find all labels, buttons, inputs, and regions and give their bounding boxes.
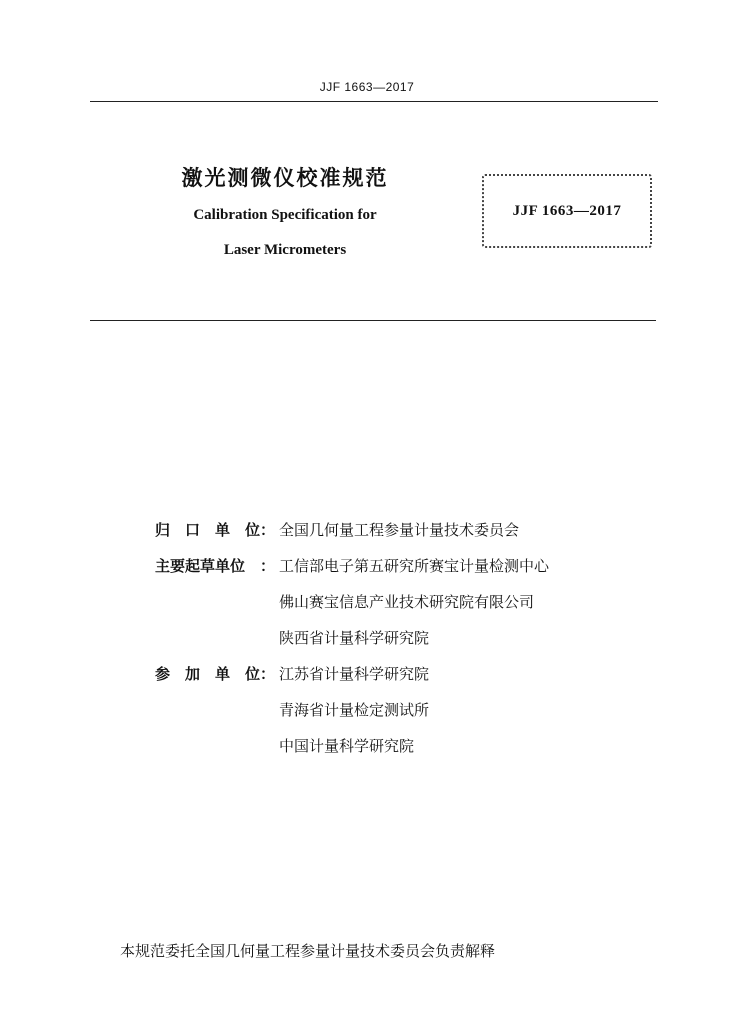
top-rule [90, 101, 658, 102]
title-english-line2: Laser Micrometers [223, 242, 347, 258]
participating-unit-label [155, 663, 260, 684]
middle-rule [90, 320, 656, 321]
label-char: 归 [155, 521, 171, 539]
participating-unit-value: 江苏省计量科学研究院 [279, 665, 430, 683]
label-char: 参 [155, 665, 171, 683]
drafting-unit-label: 主要起草单位 [155, 557, 246, 575]
participating-unit-value: 青海省计量检定测试所 [279, 701, 430, 719]
label-char: 加 [184, 665, 200, 683]
label-char: 位 [244, 521, 260, 539]
label-char: 单 [214, 665, 230, 683]
drafting-unit-value: 陕西省计量科学研究院 [279, 629, 430, 647]
label-colon: ： [260, 557, 276, 575]
drafting-unit-value: 佛山赛宝信息产业技术研究院有限公司 [279, 593, 535, 611]
label-char: 口 [184, 521, 200, 539]
label-char: 位 [244, 665, 260, 683]
standard-code-box-text: JJF 1663—2017 [512, 202, 622, 219]
label-colon: ： [260, 665, 276, 683]
responsible-unit-label [155, 519, 260, 540]
title-english-line1: Calibration Specification for [193, 207, 377, 223]
label-char: 单 [214, 521, 230, 539]
responsible-unit-value: 全国几何量工程参量计量技术委员会 [279, 521, 520, 539]
header-standard-code: JJF 1663—2017 [319, 80, 415, 94]
label-colon: ： [260, 521, 276, 539]
drafting-unit-value: 工信部电子第五研究所赛宝计量检测中心 [279, 557, 550, 575]
standard-code-box [482, 174, 652, 248]
title-chinese: 激光测微仪校准规范 [181, 166, 389, 190]
participating-unit-value: 中国计量科学研究院 [279, 737, 415, 755]
footer-interpretation-note: 本规范委托全国几何量工程参量计量技术委员会负责解释 [120, 942, 496, 960]
